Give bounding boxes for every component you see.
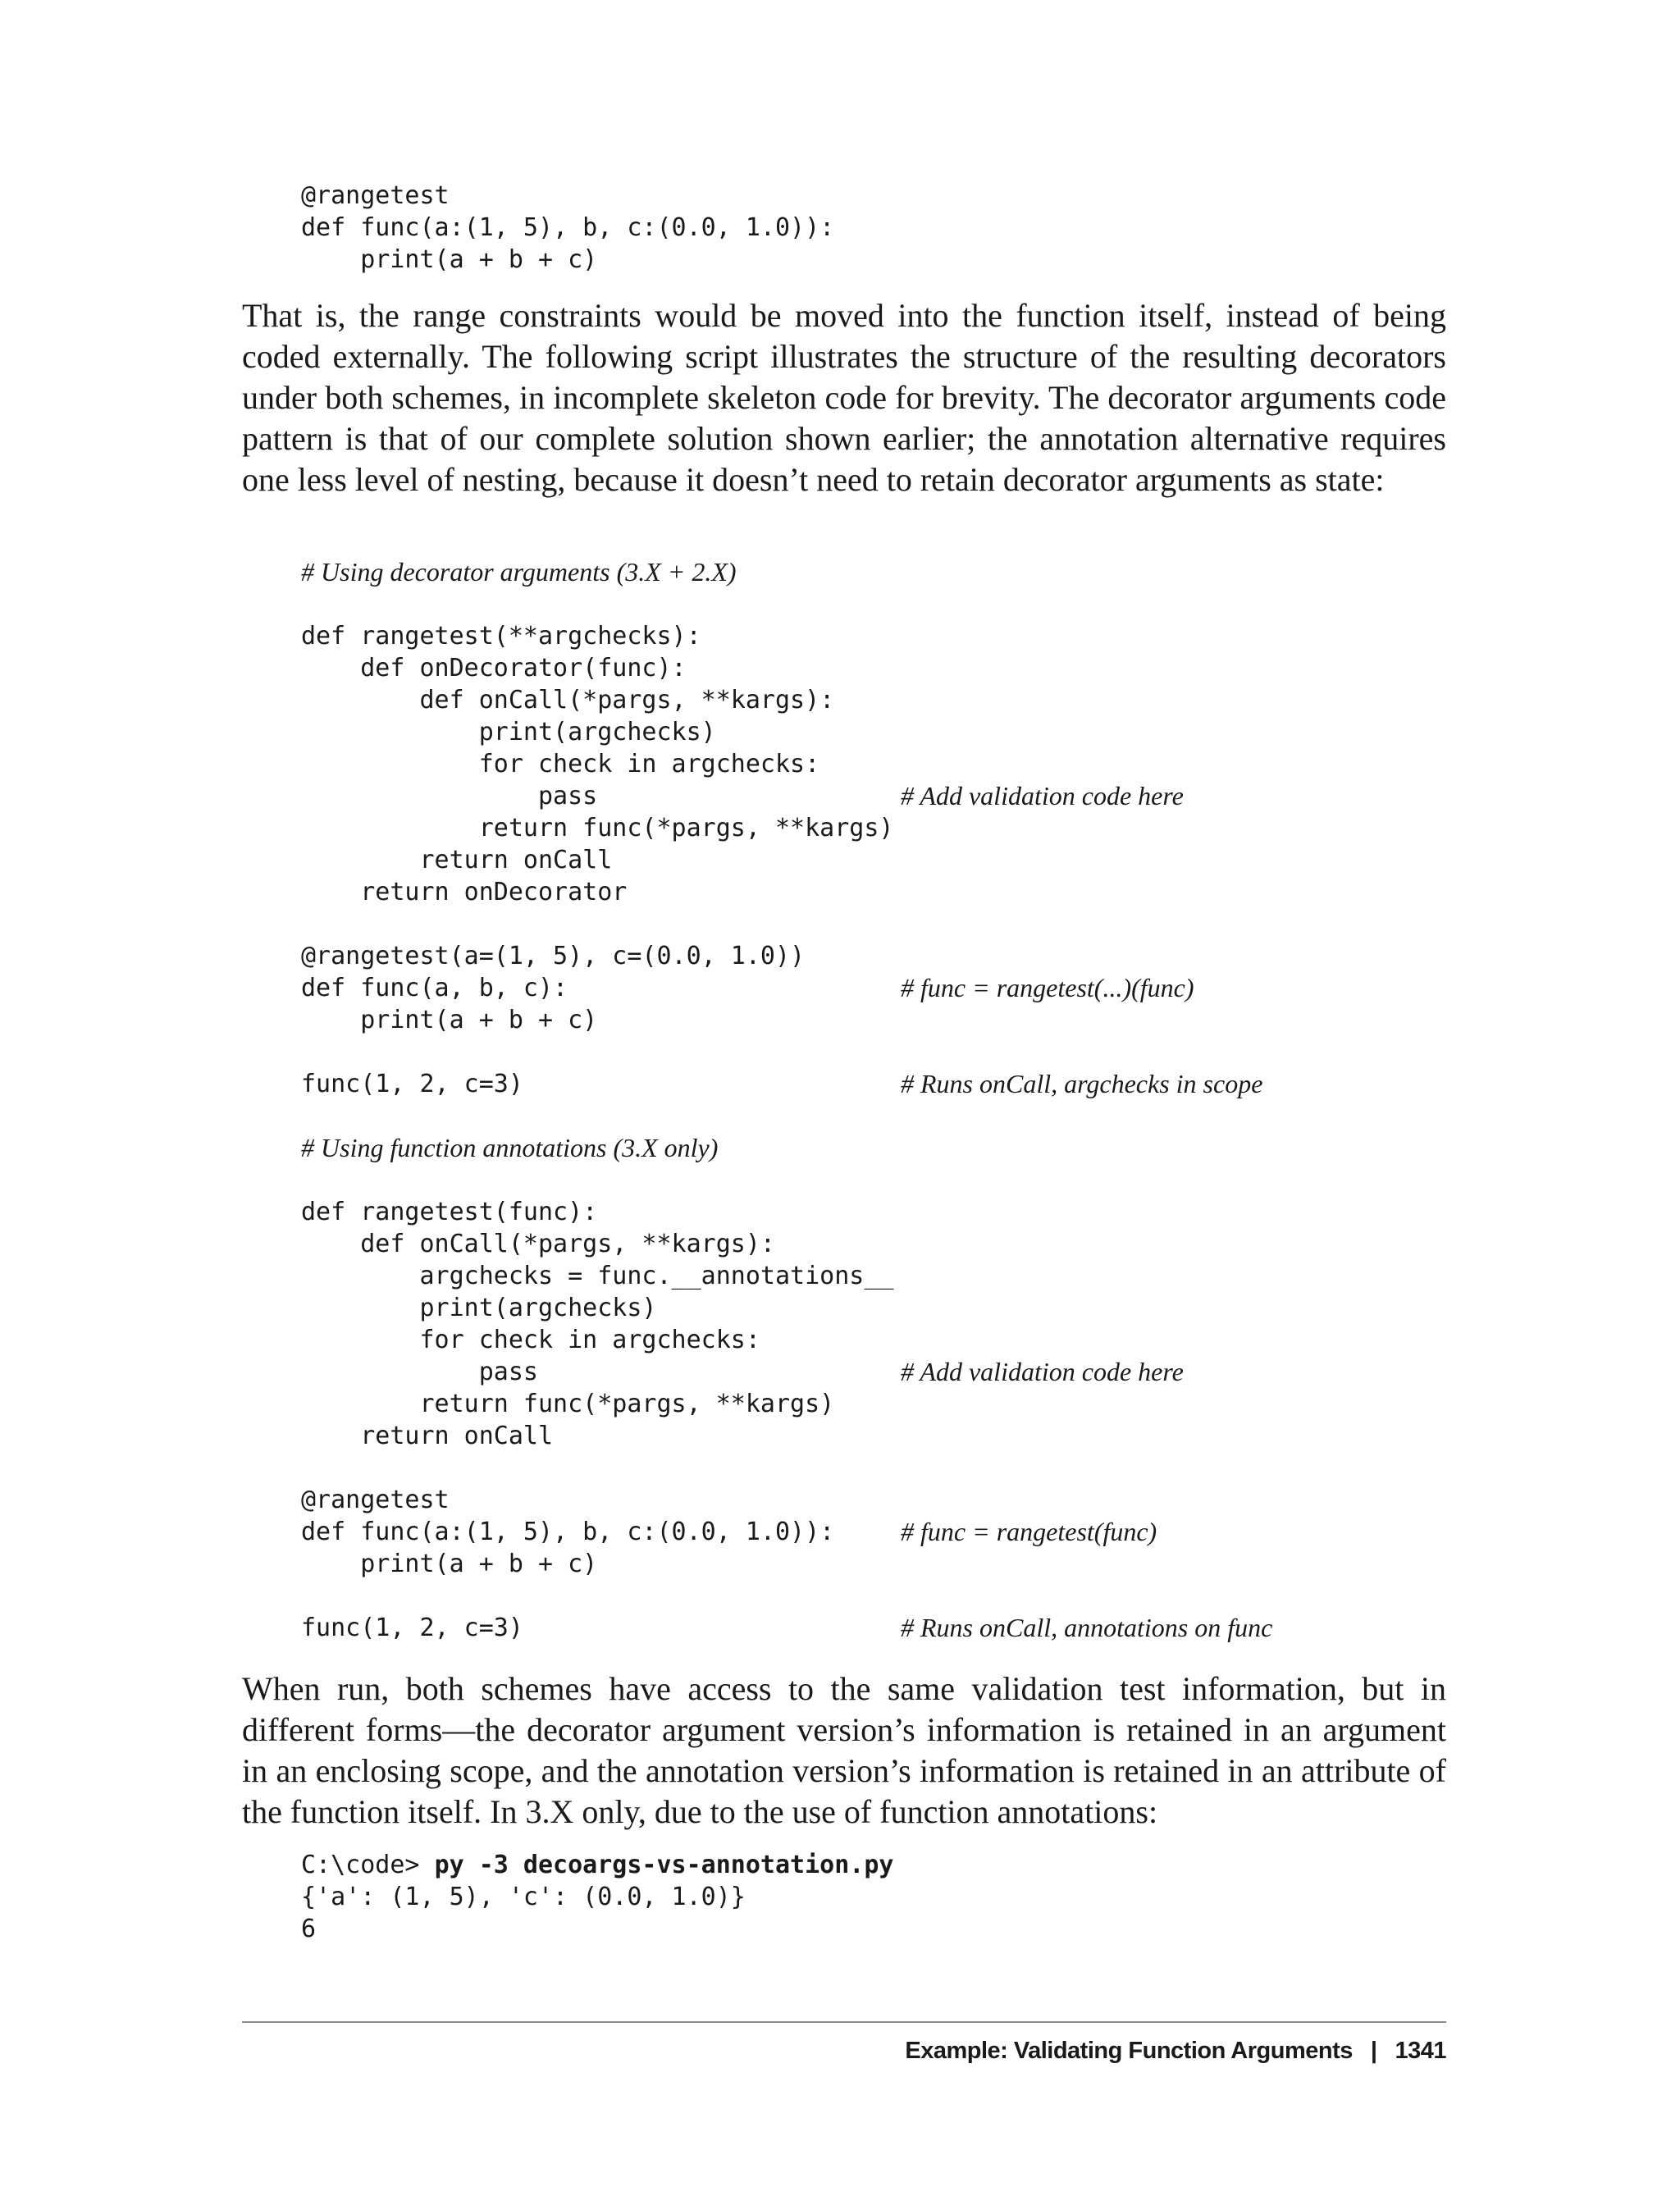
code-text: pass: [301, 782, 598, 810]
code-text: def rangetest(**argchecks):: [301, 622, 701, 651]
code-line: [0, 244, 1680, 276]
code-line: [0, 1004, 1680, 1036]
code-text: print(argchecks): [301, 1294, 657, 1322]
code-line: [0, 1324, 1680, 1356]
code-line: [0, 716, 1680, 748]
code-text: for check in argchecks:: [301, 750, 820, 778]
code-block-top: [0, 180, 1680, 276]
code-text: argchecks = func.__annotations__: [301, 1262, 894, 1290]
code-comment: # func = rangetest(func): [901, 1517, 1157, 1546]
page-footer: [905, 2034, 1446, 2067]
code-comment-line: [0, 556, 1680, 588]
code-line: [0, 1484, 1680, 1516]
code-text: @rangetest: [301, 181, 450, 210]
code-line: [0, 972, 1680, 1004]
body-paragraph: When run, both schemes have access to the same validation test information, but in different forms—the decorator argument version’s information is retained in an argument in an enclosing scope, and the annotation version’s information is retained in an attribute of the function itself. In 3.X only, due to the use of function annotations:: [242, 1670, 1446, 1830]
code-line: [0, 748, 1680, 780]
code-text: return onCall: [301, 1422, 554, 1450]
blank-line: [0, 588, 1680, 620]
console-prompt: C:\code>: [301, 1851, 435, 1879]
code-text: def rangetest(func):: [301, 1198, 598, 1226]
console-block: [0, 1849, 1680, 1945]
blank-line: [0, 1100, 1680, 1132]
footer-section-title: Example: Validating Function Arguments: [905, 2038, 1353, 2064]
code-text: print(a + b + c): [301, 1006, 598, 1034]
console-output-line: [0, 1881, 1680, 1913]
code-text: for check in argchecks:: [301, 1326, 760, 1354]
code-line: [0, 652, 1680, 684]
code-text: pass: [301, 1358, 538, 1386]
code-text: @rangetest: [301, 1486, 450, 1514]
code-text: def onCall(*pargs, **kargs):: [301, 686, 835, 714]
code-comment: # Runs onCall, annotations on func: [901, 1613, 1273, 1642]
code-line: [0, 1036, 1680, 1068]
code-line: [0, 1068, 1680, 1100]
console-output: 6: [301, 1915, 317, 1943]
code-text: return func(*pargs, **kargs): [301, 1390, 835, 1418]
code-line: [0, 1260, 1680, 1292]
blank-line: [0, 1164, 1680, 1196]
code-line: [0, 844, 1680, 876]
footer-separator: |: [1370, 2038, 1377, 2064]
code-line: [0, 780, 1680, 812]
code-line: [0, 1388, 1680, 1420]
code-comment: # func = rangetest(...)(func): [901, 973, 1194, 1002]
code-line: [0, 1292, 1680, 1324]
footer-divider: [242, 2021, 1446, 2023]
code-line: [0, 1196, 1680, 1228]
code-text: print(a + b + c): [301, 1550, 598, 1578]
code-lines-decorator-args: [0, 620, 1680, 1100]
code-line: [0, 940, 1680, 972]
code-line: [0, 1452, 1680, 1484]
code-line: [0, 1548, 1680, 1580]
code-line: [0, 620, 1680, 652]
code-line: [0, 1612, 1680, 1644]
console-output: {'a': (1, 5), 'c': (0.0, 1.0)}: [301, 1883, 746, 1911]
code-comment: # Using decorator arguments (3.X + 2.X): [301, 557, 737, 587]
code-text: def onCall(*pargs, **kargs):: [301, 1230, 775, 1258]
console-command: py -3 decoargs-vs-annotation.py: [434, 1851, 894, 1879]
code-text: def func(a:(1, 5), b, c:(0.0, 1.0)):: [301, 1518, 835, 1546]
code-text: print(argchecks): [301, 718, 716, 746]
code-text: func(1, 2, c=3): [301, 1070, 523, 1098]
code-line: [0, 212, 1680, 244]
body-paragraph: That is, the range constraints would be moved into the function itself, instead of being coded externally. The following script illustrates the structure of the resulting decorators under both schemes, in incomplete skeleton code for brevity. The decorator arguments code pattern is that of our complete solution shown earlier; the annotation alternative requires one less level of nesting, because it doesn’t need to retain decorator arguments as state:: [242, 297, 1446, 498]
code-line: [0, 684, 1680, 716]
code-line: [0, 1356, 1680, 1388]
code-text: @rangetest(a=(1, 5), c=(0.0, 1.0)): [301, 942, 806, 970]
code-line: [0, 908, 1680, 940]
code-text: return onCall: [301, 846, 613, 874]
code-line: [0, 180, 1680, 212]
code-line: [0, 1580, 1680, 1612]
code-line: [0, 1228, 1680, 1260]
code-block-main: [0, 556, 1680, 1644]
code-text: print(a + b + c): [301, 245, 598, 274]
code-lines-annotations: [0, 1196, 1680, 1644]
code-text: return func(*pargs, **kargs): [301, 814, 894, 842]
code-text: def onDecorator(func):: [301, 654, 687, 682]
console-command-line: [0, 1849, 1680, 1881]
page-number: 1341: [1395, 2038, 1446, 2064]
code-line: [0, 1516, 1680, 1548]
code-text: func(1, 2, c=3): [301, 1614, 523, 1642]
code-comment: # Add validation code here: [901, 1357, 1184, 1386]
code-comment: # Add validation code here: [901, 781, 1184, 810]
code-comment: # Runs onCall, argchecks in scope: [901, 1069, 1263, 1098]
code-text: def func(a:(1, 5), b, c:(0.0, 1.0)):: [301, 213, 835, 242]
code-comment: # Using function annotations (3.X only): [301, 1133, 719, 1162]
code-comment-line: [0, 1132, 1680, 1164]
code-line: [0, 876, 1680, 908]
console-output-line: [0, 1913, 1680, 1945]
code-line: [0, 1420, 1680, 1452]
code-text: return onDecorator: [301, 878, 628, 906]
code-text: def func(a, b, c):: [301, 974, 568, 1002]
code-line: [0, 812, 1680, 844]
